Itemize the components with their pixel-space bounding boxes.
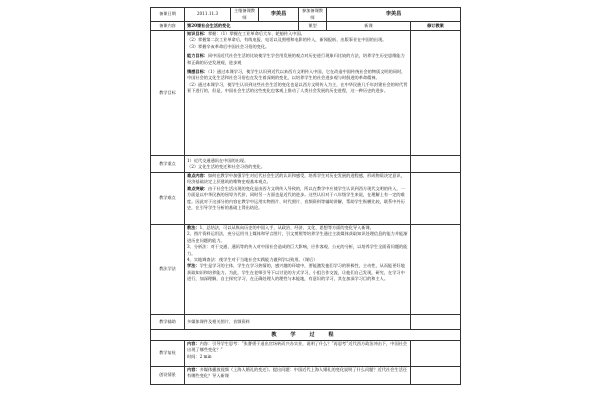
emotion-title: 情感目标： [187, 69, 208, 75]
method-item: 3、分析法：对于交通、通讯等的传入对中国社会造成的巨大影响，应作客观、公允的分析，以培养学生全面看问题的能力。 [187, 244, 408, 256]
date-label: 备课日期 [151, 8, 185, 22]
revise-cell [411, 367, 461, 385]
key-point-item: 1）近代交通通讯在中国的出现。 [187, 157, 249, 163]
scenario-content-title: 内容： [187, 367, 200, 372]
revise-cell [411, 156, 461, 173]
revise-cell [411, 31, 461, 156]
revise-cell [411, 315, 461, 330]
lead-teacher-label: 主缩备课教师 [231, 8, 259, 22]
key-point-item: （2）文化生活的变迁和社会习俗的变化。 [187, 164, 266, 169]
emotion-item: （1）通过本课学习，使学生认识到近代以来西方文明传入中国，它在改造中国传统社会的物质文明的同时，中国社会的文化生活和社会习俗也在发生着深刻的变化，以培养学生的社会进步观与时俱进的革命精神。 [187, 69, 406, 81]
scenario-row [151, 367, 461, 385]
scenario-label: 创设情景 [151, 367, 185, 385]
goals-content [185, 31, 411, 156]
review-time: 时间：2 min [187, 353, 212, 359]
ability-text: 同中国近代社会生活的比较使学生学会用发展的观点对历史进行现象归比较的方法，培养学生历史思维能力和正确的历史发展观，进步观 [187, 53, 405, 65]
difficulty-content-text: 如何在教学中加强学生对近代社会生活的认识和感受，培养学生对历史发展的进程感，形成物质决定意识，经济基础决定上层建筑的唯物史观基本观点。 [187, 173, 405, 185]
method-item: 4、实地调查法：使学生对于当地社会实践能力做到学以致用。（课后） [187, 257, 318, 263]
difficulties-row [151, 173, 461, 225]
revise-cell [411, 341, 461, 367]
review-content [185, 341, 411, 367]
lesson-plan-sheet [150, 7, 460, 385]
methods-row [151, 225, 461, 315]
lead-teacher-value: 李美昌 [259, 8, 299, 22]
difficulties-label: 教学难点 [151, 173, 185, 225]
key-points-content [185, 156, 411, 173]
content-label: 备课内容 [151, 22, 185, 31]
method-item: 2、图片资料运用法，充分运用书上媒体和导言图片，引文剪照等培养学生通过主流媒体获取知识处理信息的能力并能渐进历史问题的能力。 [187, 231, 408, 243]
type-value: 新课 [327, 22, 411, 31]
scenario-content [185, 367, 411, 385]
date-value: 2011.11.3 [185, 8, 231, 22]
type-label: 课型 [299, 22, 327, 31]
knowledge-item: （2）掌握第二次工业革命后，有线电报、电话以及照相和电影的传入，新闻报纸、出版事业在中国的出现。 [187, 37, 387, 43]
lesson-title: 第20课社会生活的变化 [185, 22, 299, 31]
revise-label: 修订教案 [411, 22, 461, 31]
study-text: 学生是学习的主体，学生在学习热情的，感兴趣的环境中，要能激发他们学习的积极性，主动性，从而能更好地获取知识和培养能力。为此，学生在老师引导下以讨论的方式学习，小组合作交流，让他们自己发现，研究，在学习中进行，加深理解，自主探究学习，在正确处理人的理性与本能地，有意识的学习，其在加深学习目的和主人。 [187, 263, 405, 282]
key-points-label: 教学重点 [151, 156, 185, 173]
knowledge-item: 掌握：（1）掌握在工业革命后大车、轮船传入中国。 [207, 31, 305, 36]
review-label: 教学复检 [151, 341, 185, 367]
review-content-text: 内容：引导学生思考：“张謇勇于退出官场转而兴办实业，说明了什么？”再思考“近代西方政治冲击下，中国社会出现了哪些变化？” [187, 341, 408, 353]
revise-cell [411, 173, 461, 225]
difficulty-breakthrough-text: 由于社会生活出现的变化是由西方文明传入导致的，所以在教学中应使学生认识到西方现代文明的传入，一方面是以中华民族的屈辱为代价，同时另一方面也是近代的进步。这些认识对于八年级学生来说，在理解上有一定的难度。因此对于这部分的内容在教学中运用实物图片、时代照片、音频资料等辅助讲解，帮助学生纵横比较，联系中外历史，在引导学生分析的基础上得出结论。 [187, 185, 405, 211]
methods-label: 教法学法 [151, 225, 185, 315]
header-row [151, 8, 461, 22]
method-title: 教法： [187, 225, 200, 230]
method-intro: 1、总结法，可以从纵向历史的中国入手，从政治、经济、文化、思想等方面的变化导入新课。 [199, 225, 374, 230]
study-title: 学法： [187, 263, 200, 269]
difficulties-content [185, 173, 411, 225]
participant-label: 参加备课教师 [299, 8, 327, 22]
knowledge-item: （3）掌握辛亥革命后中国社会习俗的变化。 [187, 43, 270, 49]
review-row [151, 341, 461, 367]
emotion-item: （2）通过本课学习，使学生认识到这些社会生活的变化也是以西方文明传入为主，在中华民族几千年封建社会的时代背景下进行的，但是，中国社会生活的这些变化也客观上推动了人类社会发展的历史进程，这一种历史的进步。 [187, 81, 408, 94]
aids-value: 多媒体课件及相关图片、音频资料 [185, 315, 411, 330]
content-row [151, 22, 461, 31]
process-title: 教 学 过 程 [151, 330, 461, 341]
scenario-content-text: 多媒体播放视频《上海人婚礼的变迁》。提出问题：中国近代上海人婚礼的变化说明了什么问题？近代社会生活还有哪些变化？导入新课 [187, 367, 407, 379]
participant-value: 李美昌 [327, 8, 461, 22]
key-points-row [151, 156, 461, 173]
revise-cell [411, 225, 461, 315]
aids-row [151, 315, 461, 330]
methods-content [185, 225, 411, 315]
goals-label: 教学目标 [151, 31, 185, 156]
difficulty-breakthrough-title: 难点突破： [187, 185, 208, 191]
review-content-title: 内容： [187, 341, 200, 346]
lesson-plan-table [150, 7, 461, 385]
aids-label: 教学辅助 [151, 315, 185, 330]
goals-row [151, 31, 461, 156]
process-row [151, 330, 461, 341]
difficulty-content-title: 难点内容： [187, 173, 208, 178]
ability-title: 能力目标： [187, 53, 208, 59]
knowledge-title: 知识目标： [187, 31, 208, 36]
